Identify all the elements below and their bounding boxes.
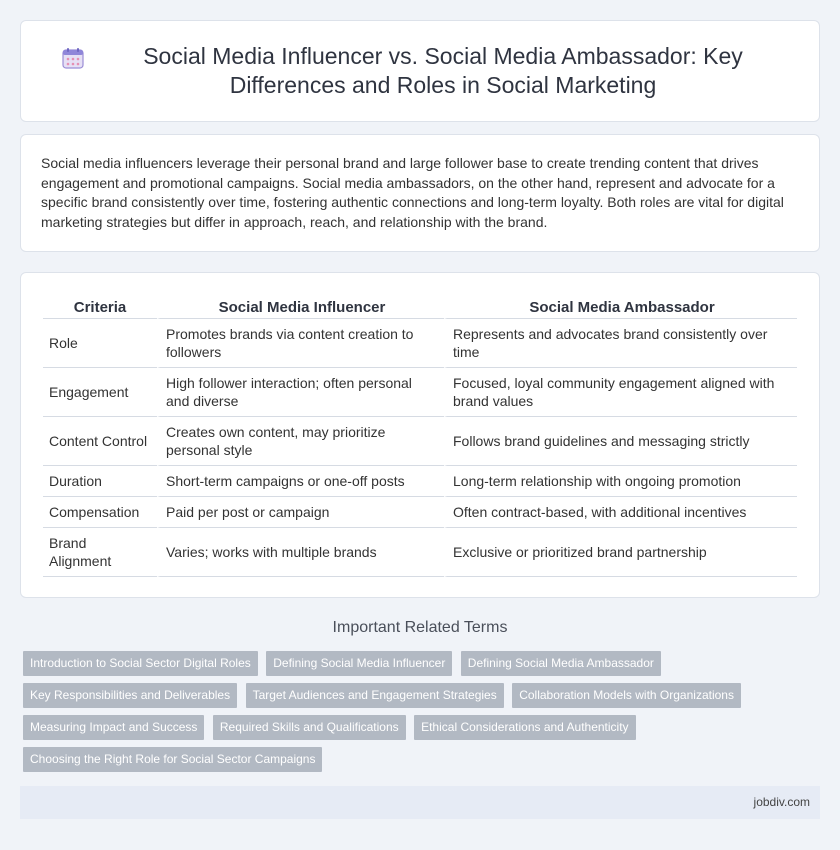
related-term-tag[interactable]: Measuring Impact and Success (23, 715, 204, 740)
intro-text: Social media influencers leverage their personal brand and large follower base to create trending content that drives engagement and promotional campaigns. Social media ambassadors, on the other hand, represent and advocate for a specific brand consistently over time, fostering authentic connections and long-term loyalty. Both roles are vital for digital marketing strategies but differ in approach, reach, and relationship with the brand. (41, 155, 784, 230)
row-influencer: Short-term campaigns or one-off posts (157, 466, 444, 497)
related-term-tag[interactable]: Defining Social Media Ambassador (461, 651, 661, 676)
row-influencer: Creates own content, may prioritize personal style (157, 417, 444, 466)
table-row (43, 497, 797, 528)
row-influencer: Paid per post or campaign (157, 497, 444, 528)
comparison-card (20, 272, 820, 598)
row-ambassador: Often contract-based, with additional incentives (444, 497, 797, 528)
intro-card (20, 134, 820, 252)
table-row (43, 528, 797, 577)
row-ambassador: Represents and advocates brand consistently over time (444, 319, 797, 368)
related-term-tag[interactable]: Choosing the Right Role for Social Sector Campaigns (23, 747, 322, 772)
table-row (43, 319, 797, 368)
row-ambassador: Long-term relationship with ongoing promotion (444, 466, 797, 497)
row-criteria: Duration (43, 466, 157, 497)
footer (20, 786, 820, 819)
table-row (43, 417, 797, 466)
row-influencer: Varies; works with multiple brands (157, 528, 444, 577)
related-term-tag[interactable]: Defining Social Media Influencer (266, 651, 452, 676)
column-header-influencer: Social Media Influencer (157, 293, 444, 319)
row-criteria: Compensation (43, 497, 157, 528)
related-term-tag[interactable]: Key Responsibilities and Deliverables (23, 683, 237, 708)
row-influencer: Promotes brands via content creation to followers (157, 319, 444, 368)
row-criteria: Brand Alignment (43, 528, 157, 577)
related-term-tag[interactable]: Collaboration Models with Organizations (512, 683, 741, 708)
row-criteria: Role (43, 319, 157, 368)
row-ambassador: Follows brand guidelines and messaging strictly (444, 417, 797, 466)
row-criteria: Content Control (43, 417, 157, 466)
related-term-tag[interactable]: Target Audiences and Engagement Strategies (246, 683, 504, 708)
comparison-table (43, 293, 797, 577)
column-header-criteria: Criteria (43, 293, 157, 319)
row-ambassador: Focused, loyal community engagement aligned with brand values (444, 368, 797, 417)
related-term-tag[interactable]: Introduction to Social Sector Digital Roles (23, 651, 258, 676)
row-criteria: Engagement (43, 368, 157, 417)
footer-site-link[interactable]: jobdiv.com (753, 795, 810, 809)
table-row (43, 368, 797, 417)
table-row (43, 466, 797, 497)
table-header-row (43, 293, 797, 319)
related-terms-list (23, 651, 823, 779)
header-card (20, 20, 820, 122)
row-influencer: High follower interaction; often personal and diverse (157, 368, 444, 417)
column-header-ambassador: Social Media Ambassador (444, 293, 797, 319)
related-term-tag[interactable]: Ethical Considerations and Authenticity (414, 715, 635, 740)
related-terms-title: Important Related Terms (332, 619, 508, 636)
calendar-icon (61, 46, 85, 70)
page-title: Social Media Influencer vs. Social Media Ambassador: Key Differences and Roles in Social Marketing (143, 43, 743, 98)
related-term-tag[interactable]: Required Skills and Qualifications (213, 715, 406, 740)
row-ambassador: Exclusive or prioritized brand partnership (444, 528, 797, 577)
